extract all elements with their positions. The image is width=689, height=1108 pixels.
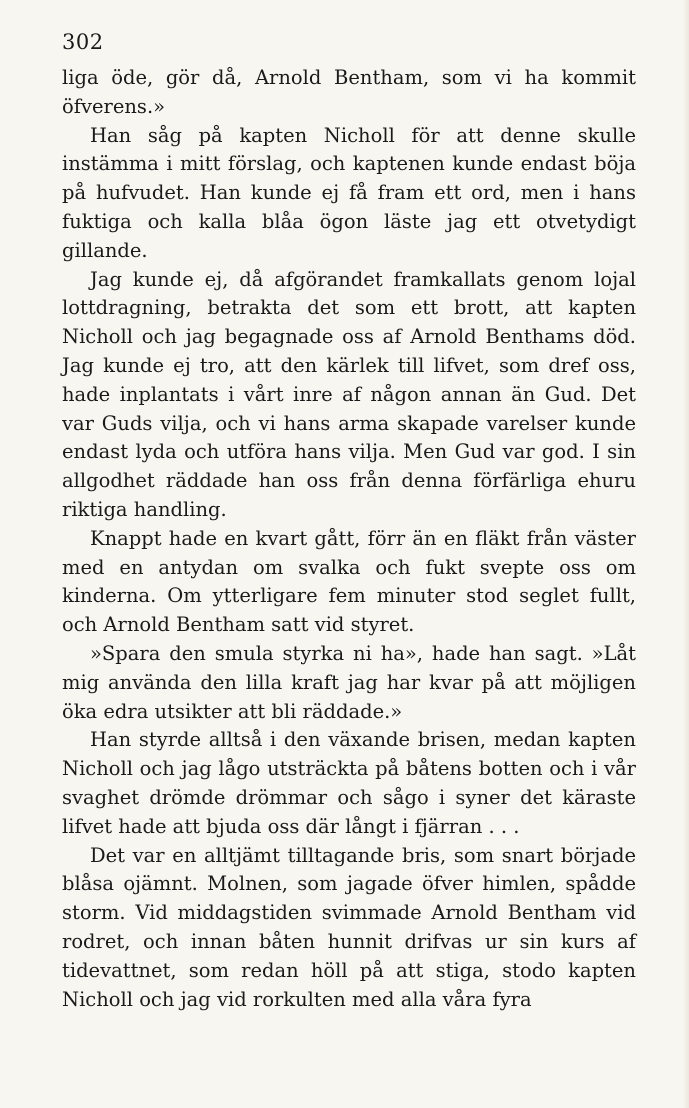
paragraph-continued: liga öde, gör då, Arnold Bentham, som vi ha kommit öfverens.» [62,66,636,118]
page-number: 302 [62,30,104,54]
page-edge [683,0,689,1108]
book-page [62,28,636,1014]
paragraph: »Spara den smula styrka ni ha», hade han sagt. »Låt mig använda den lilla kraft jag har kvar på att möjligen öka edra utsikter att bli räddade.» [62,641,636,723]
paragraph: Han styrde alltså i den växande brisen, medan kapten Nicholl och jag lågo utsträckta på båtens botten och i vår svaghet drömde drömmar och sågo i syner det käraste lifvet hade att bjuda oss där långt i fjärran . . . [62,728,636,838]
paragraph: Han såg på kapten Nicholl för att denne skulle instämma i mitt förslag, och kaptenen kunde endast böja på hufvudet. Han kunde ej få fram ett ord, men i hans fuktiga och kalla blåa ögon läste jag ett otvetydigt gillande. [62,123,636,262]
paragraph: Knappt hade en kvart gått, förr än en fläkt från väster med en antydan om svalka och fukt svepte oss om kinderna. Om ytterligare fem minuter stod seglet fullt, och Arnold Bentham satt vid styret. [62,526,636,637]
paragraph: Det var en alltjämt tilltagande bris, som snart började blåsa ojämnt. Molnen, som jagade öfver himlen, spådde storm. Vid middagstiden svimmade Arnold Bentham vid rodret, och innan båten hunnit drifvas ur sin kurs af tidevattnet, som redan höll på att stiga, stodo kapten Nicholl och jag vid rorkulten med alla våra fyra [62,843,636,1011]
paragraph: Jag kunde ej, då afgörandet framkallats genom lojal lottdragning, betrakta det som ett brott, att kapten Nicholl och jag begagnade oss af Arnold Benthams död. Jag kunde ej tro, att den kärlek till lifvet, som dref oss, hade inplantats i vårt inre af någon annan än Gud. Det var Guds vilja, och vi hans arma skapade varelser kunde endast lyda och utföra hans vilja. Men Gud var god. I sin allgodhet räddade han oss från denna förfärliga ehuru riktiga handling. [62,267,636,521]
body-text [62,64,636,1014]
